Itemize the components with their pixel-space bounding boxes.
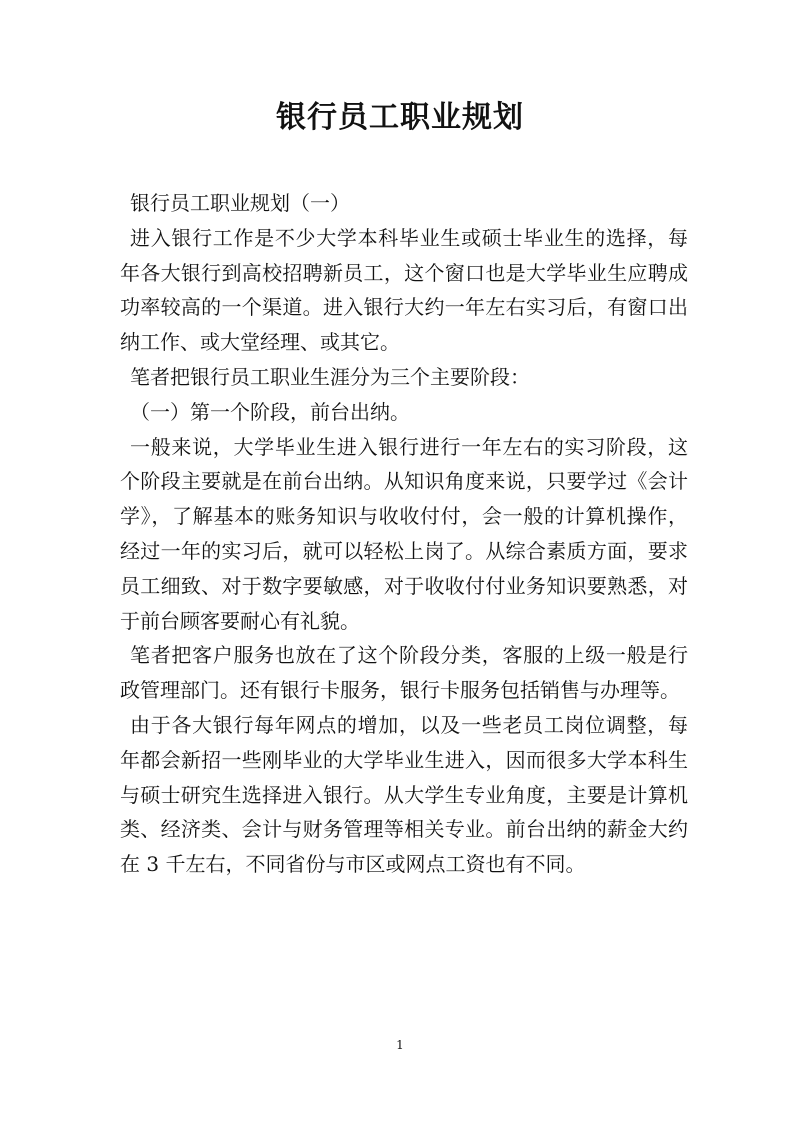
stage-one-description-paragraph: 一般来说，大学毕业生进入银行进行一年左右的实习阶段，这个阶段主要就是在前台出纳。从知识角度来说，只要学过《会计学》，了解基本的账务知识与收收付付，会一般的计算机操作，经过一年的实习后，就可以轻松上岗了。从综合素质方面，要求员工细致、对于数字要敏感，对于收收付付业务知识要熟悉，对于前台顾客要耐心有礼貌。: [120, 434, 688, 633]
section-heading-paragraph: 银行员工职业规划（一）: [130, 191, 350, 215]
stages-overview-paragraph: 笔者把银行员工职业生涯分为三个主要阶段：: [130, 364, 530, 389]
intro-paragraph: 进入银行工作是不少大学本科毕业生或硕士毕业生的选择，每年各大银行到高校招聘新员工，这个窗口也是大学毕业生应聘成功率较高的一个渠道。进入银行大约一年左右实习后，有窗口出纳工作、或大堂经理、或其它。: [120, 225, 688, 355]
document-body: [120, 186, 688, 882]
page-number: 1: [396, 1038, 404, 1052]
customer-service-paragraph: 笔者把客户服务也放在了这个阶段分类，客服的上级一般是行政管理部门。还有银行卡服务，银行卡服务包括销售与办理等。: [120, 643, 688, 703]
recruitment-paragraph: 由于各大银行每年网点的增加，以及一些老员工岗位调整，每年都会新招一些刚毕业的大学毕业生进入，因而很多大学本科生与硕士研究生选择进入银行。从大学生专业角度，主要是计算机类、经济类、会计与财务管理等相关专业。前台出纳的薪金大约在 3 千左右，不同省份与市区或网点工资也有不同。: [120, 712, 688, 877]
document-title: 银行员工职业规划: [276, 100, 524, 135]
stage-one-heading: （一）第一个阶段，前台出纳。: [130, 399, 410, 424]
